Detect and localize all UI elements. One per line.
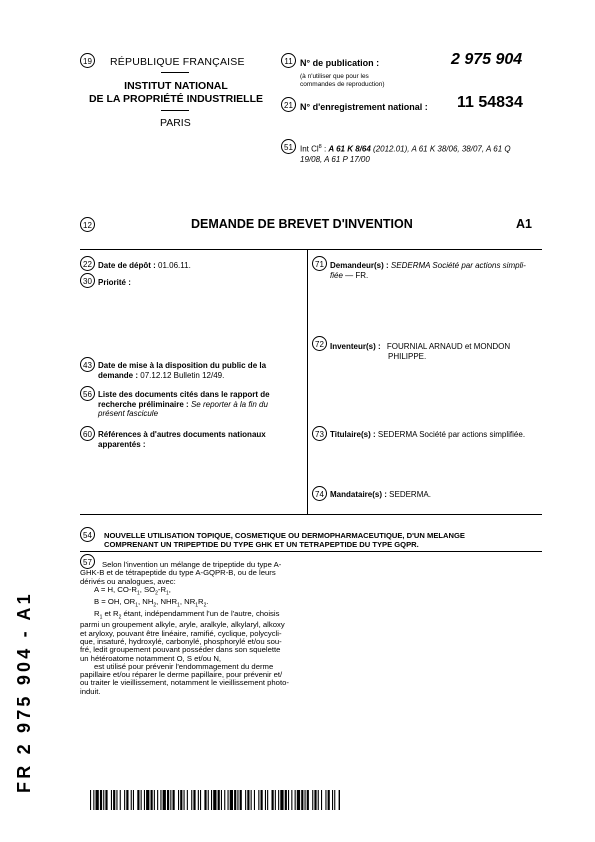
barcode-bar: [251, 790, 252, 810]
note-line: commandes de reproduction): [300, 81, 385, 88]
barcode-bar: [305, 790, 306, 810]
barcode-bar: [204, 790, 206, 810]
barcode-bar: [163, 790, 166, 810]
institute-line: DE LA PROPRIÉTÉ INDUSTRIELLE: [88, 92, 264, 105]
formula-subscript: 2: [155, 590, 158, 597]
applicant: [330, 261, 545, 280]
barcode-bar: [288, 790, 289, 810]
abstract-line: GHK-B et de tétrapeptide du type A-GQPR-B, ou de leurs: [80, 568, 276, 578]
barcode-bar: [198, 790, 199, 810]
barcode-bar: [295, 790, 296, 810]
inid-43-marker: 43: [80, 357, 95, 372]
barcode-bar: [131, 790, 132, 810]
barcode-bar: [318, 790, 319, 810]
barcode-bar: [124, 790, 125, 810]
barcode-bar: [191, 790, 192, 810]
barcode-bar: [297, 790, 300, 810]
classification-secondary: 19/08, A 61 P 17/00: [300, 154, 370, 164]
inid-30-marker: 30: [80, 273, 95, 288]
abstract-line: un hétéroatome notamment O, S et/ou N,: [80, 653, 222, 663]
barcode-bar: [141, 790, 142, 810]
abstract-line: fré, ledit groupement pouvant posséder dans son squelette: [80, 645, 281, 655]
formula-subscript: 1: [99, 614, 103, 621]
barcode-bar: [325, 790, 326, 810]
barcode-bar: [254, 790, 255, 810]
classification-edition: 8: [318, 144, 322, 150]
publication-side-code: FR 2 975 904 - A1: [14, 591, 34, 793]
inid-12-marker: 12: [80, 217, 95, 232]
barcode-bar: [105, 790, 107, 810]
formula-subscript: 1: [136, 590, 140, 597]
inid-74-marker: 74: [312, 486, 327, 501]
inventor-label: Inventeur(s) :: [330, 342, 381, 351]
header-divider: [161, 110, 189, 111]
formula-text: étant, indépendamment l'un de l'autre, choisis: [121, 608, 280, 618]
inid-11-marker: 11: [281, 53, 296, 68]
barcode-bar: [160, 790, 161, 810]
formula-text: , NHR: [156, 596, 178, 606]
table-top-rule: [80, 249, 542, 250]
applicant-value: fiée: [330, 270, 343, 280]
invention-title: [104, 531, 544, 549]
barcode-bar: [285, 790, 287, 810]
barcode-bar: [208, 790, 209, 810]
barcode-bar: [184, 790, 185, 810]
barcode-bar: [178, 790, 179, 810]
barcode-bar: [170, 790, 171, 810]
publication-label: N° de publication :: [300, 58, 380, 68]
formula-text: , SO: [139, 584, 156, 594]
barcode-bar: [193, 790, 195, 810]
barcode-bar: [314, 790, 316, 810]
inventor: [330, 342, 545, 361]
barcode-bar: [272, 790, 274, 810]
title-rule: [80, 551, 542, 552]
country-name: RÉPUBLIQUE FRANÇAISE: [110, 56, 245, 68]
barcode-bar: [211, 790, 212, 810]
registration-label: N° d'enregistrement national :: [300, 102, 428, 112]
barcode-bar: [328, 790, 330, 810]
formula-text: .: [206, 596, 209, 606]
abstract-line: est utilisé pour prévenir l'endommagement du derme: [94, 661, 274, 671]
barcode-bar: [224, 790, 225, 810]
barcode-bar: [137, 790, 139, 810]
city-name: PARIS: [160, 117, 191, 129]
related-documents-line: apparentés :: [98, 439, 146, 449]
abstract-line: induit.: [80, 686, 101, 696]
public-date-label: demande :: [98, 370, 139, 380]
public-date-value: 07.12.12 Bulletin 12/49.: [140, 370, 225, 380]
barcode-bar: [265, 790, 266, 810]
related-documents-label: [98, 430, 303, 449]
barcode-bar: [146, 790, 149, 810]
applicant-country: — FR.: [342, 270, 369, 280]
classification-label: Int Cl: [300, 144, 319, 154]
formula-text: R: [94, 608, 100, 618]
barcode-bar: [213, 790, 216, 810]
barcode-bar: [154, 790, 155, 810]
agent-value: SEDERMA.: [389, 490, 431, 499]
applicant-label: Demandeur(s) :: [330, 261, 389, 270]
formula-text: B = OH, OR: [94, 596, 136, 606]
barcode-bar: [230, 790, 233, 810]
classification-main: A 61 K 8/64: [328, 144, 371, 154]
filing-date-label: Date de dépôt :: [98, 261, 156, 270]
institute-name: [82, 80, 270, 105]
abstract-line: que, insaturé, hydroxylé, carbonylé, phosphorylé et/ou sou-: [80, 636, 282, 646]
note-line: (à n'utiliser que pour les: [300, 73, 369, 80]
related-documents-line: Références à d'autres documents nationaux: [98, 430, 266, 439]
classification-secondary: (2012.01), A 61 K 38/06, 38/07, A 61 Q: [373, 144, 511, 154]
formula-text: , NR: [179, 596, 196, 606]
barcode-bar: [103, 790, 104, 810]
barcode-bar: [221, 790, 222, 810]
table-column-divider: [307, 249, 308, 514]
filing-date: [98, 261, 191, 271]
barcode-bar: [237, 790, 238, 810]
barcode-bar: [200, 790, 201, 810]
abstract-line: papillaire et/ou réparer le derme papillaire, pour prévenir et/: [80, 670, 283, 680]
search-report-label: recherche préliminaire :: [98, 399, 189, 409]
inid-57-marker: 57: [80, 554, 95, 569]
table-bottom-rule: [80, 514, 542, 515]
barcode-bar: [307, 790, 309, 810]
barcode-bar: [275, 790, 276, 810]
search-report-value: présent fascicule: [98, 409, 159, 418]
publication-number: 2 975 904: [451, 51, 523, 68]
filing-date-value: 01.06.11.: [158, 261, 191, 270]
inid-72-marker: 72: [312, 336, 327, 351]
barcode-bar: [120, 790, 121, 810]
header-divider: [161, 72, 189, 73]
formula-subscript: 2: [118, 614, 122, 621]
search-report-label: Liste des documents cités dans le rapport de: [98, 390, 270, 399]
formula-subscript: 1: [195, 602, 199, 609]
formula-subscript: 2: [153, 602, 157, 609]
formula-text: R: [198, 596, 204, 606]
barcode-bar: [278, 790, 279, 810]
holder: [330, 430, 525, 440]
abstract-line: dérivés ou analogues, avec:: [80, 576, 176, 586]
abstract-line: parmi un groupement alkyle, aryle, aralkyle, alkylaryl, alkoxy: [80, 620, 285, 630]
classification-separator: :: [321, 144, 329, 154]
barcode-bar: [245, 790, 246, 810]
barcode-bar: [258, 790, 259, 810]
institute-line: INSTITUT NATIONAL: [124, 80, 228, 92]
barcode-bar: [312, 790, 313, 810]
registration-number: 11 54834: [457, 94, 523, 111]
barcode-bar: [339, 790, 340, 810]
barcode-bar: [144, 790, 145, 810]
barcode-bar: [228, 790, 229, 810]
priority-label: Priorité :: [98, 278, 131, 287]
abstract-line: Selon l'invention un mélange de tripeptide du type A-: [102, 560, 282, 569]
formula-text: ,: [168, 584, 171, 594]
barcode-bar: [247, 790, 249, 810]
invention-title-line: NOUVELLE UTILISATION TOPIQUE, COSMETIQUE OU DERMOPHARMACEUTIQUE, D'UN MELANGE: [104, 531, 465, 540]
barcode-bar: [93, 790, 94, 810]
abstract-line: et aryloxy, pouvant être linéaire, ramifié, cyclique, polycycli-: [80, 628, 282, 638]
agent-label: Mandataire(s) :: [330, 490, 387, 499]
barcode-bar: [280, 790, 283, 810]
barcode-bar: [116, 790, 117, 810]
barcode-bar: [261, 790, 263, 810]
search-report-value: Se reporter à la fin du: [190, 399, 268, 409]
barcode-bar: [133, 790, 134, 810]
barcode-bar: [157, 790, 158, 810]
inid-73-marker: 73: [312, 426, 327, 441]
barcode-bar: [126, 790, 128, 810]
applicant-value: SEDERMA Société par actions simpli-: [390, 261, 526, 270]
barcode-bar: [173, 790, 175, 810]
inid-21-marker: 21: [281, 97, 296, 112]
barcode-bar: [167, 790, 169, 810]
abstract-text: [80, 561, 312, 696]
inid-56-marker: 56: [80, 386, 95, 401]
classification: [300, 142, 540, 165]
holder-value: SEDERMA Société par actions simplifiée.: [377, 430, 526, 439]
inid-51-marker: 51: [281, 139, 296, 154]
inid-22-marker: 22: [80, 256, 95, 271]
formula-subscript: 1: [166, 590, 169, 597]
barcode-bar: [267, 790, 268, 810]
barcode-bar: [100, 790, 102, 810]
barcode-bar: [151, 790, 153, 810]
barcode-bar: [234, 790, 236, 810]
inventor-value: PHILIPPE.: [388, 351, 427, 361]
invention-title-line: COMPRENANT UN TRIPEPTIDE DU TYPE GHK ET UN TETRAPEPTIDE DU TYPE GQPR.: [104, 540, 419, 549]
barcode-bar: [180, 790, 182, 810]
inid-19-marker: 19: [80, 53, 95, 68]
publication-note: [300, 73, 385, 89]
formula-text: , NH: [138, 596, 154, 606]
barcode-bar: [240, 790, 242, 810]
inid-71-marker: 71: [312, 256, 327, 271]
barcode-bar: [291, 790, 292, 810]
barcode-bar: [96, 790, 99, 810]
document-title: DEMANDE DE BREVET D'INVENTION: [191, 217, 413, 231]
public-date-label: Date de mise à la disposition du public de la: [98, 361, 267, 370]
barcode-bar: [187, 790, 188, 810]
public-date: [98, 361, 303, 380]
formula-text: et R: [102, 608, 119, 618]
barcode-bar: [332, 790, 333, 810]
formula-subscript: 1: [177, 602, 180, 609]
agent: [330, 490, 431, 500]
inventor-value: FOURNIAL ARNAUD et MONDON: [386, 342, 511, 351]
barcode-bar: [321, 790, 322, 810]
formula-subscript: 1: [135, 602, 139, 609]
formula-text: -R: [157, 584, 167, 594]
abstract-line: ou traiter le vieillissement, notamment le vieillissement photo-: [80, 678, 289, 688]
barcode-bar: [90, 790, 91, 810]
search-report: [98, 390, 303, 419]
barcode-bar: [301, 790, 303, 810]
holder-label: Titulaire(s) :: [330, 430, 376, 439]
barcode-bar: [113, 790, 115, 810]
barcode-bar: [218, 790, 220, 810]
document-kind: A1: [516, 217, 532, 231]
inid-60-marker: 60: [80, 426, 95, 441]
formula-text: A = H, CO-R: [94, 584, 137, 594]
formula-subscript: 2: [203, 602, 207, 609]
barcode-bar: [334, 790, 335, 810]
barcode-bar: [111, 790, 112, 810]
barcode-image: [90, 790, 340, 810]
inid-54-marker: 54: [80, 527, 95, 542]
